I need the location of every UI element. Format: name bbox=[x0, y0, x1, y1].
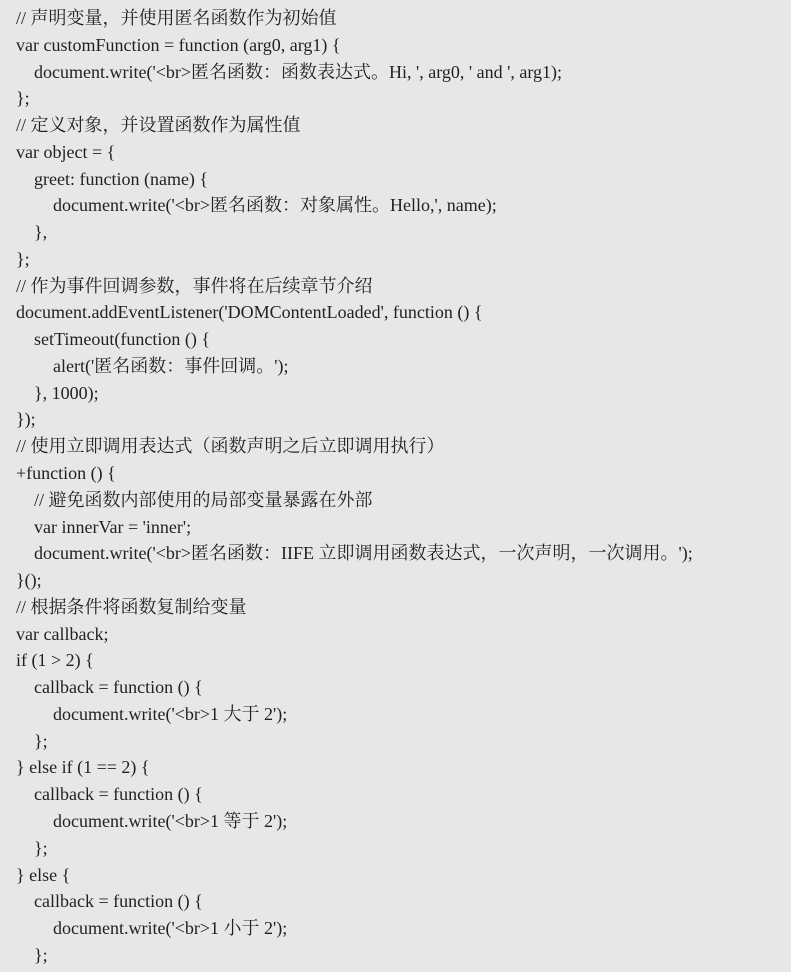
code-line: }; bbox=[16, 88, 30, 109]
code-line: greet: function (name) { bbox=[34, 168, 209, 189]
code-line: alert('匿名函数：事件回调。'); bbox=[53, 355, 289, 376]
code-line: }; bbox=[34, 730, 48, 751]
code-line: }); bbox=[16, 409, 36, 430]
code-comment-line: // 根据条件将函数复制给变量 bbox=[16, 596, 247, 617]
code-line: document.write('<br>匿名函数：对象属性。Hello,', name); bbox=[53, 195, 497, 216]
code-line: setTimeout(function () { bbox=[34, 329, 210, 350]
code-line: document.write('<br>1 等于 2'); bbox=[53, 810, 288, 831]
code-comment-line: // 使用立即调用表达式（函数声明之后立即调用执行） bbox=[16, 436, 445, 457]
code-line: document.write('<br>1 大于 2'); bbox=[53, 703, 288, 724]
code-line: }, 1000); bbox=[34, 382, 99, 403]
code-line: callback = function () { bbox=[34, 891, 203, 912]
code-line: document.addEventListener('DOMContentLoaded', function () { bbox=[16, 302, 483, 323]
code-line: var innerVar = 'inner'; bbox=[34, 516, 192, 537]
code-line: } else { bbox=[16, 864, 71, 885]
code-line: }; bbox=[34, 944, 48, 965]
code-line: var object = { bbox=[16, 141, 116, 162]
code-line: } else if (1 == 2) { bbox=[16, 757, 150, 778]
code-line: var callback; bbox=[16, 623, 109, 644]
code-line: }(); bbox=[16, 570, 42, 591]
code-line: document.write('<br>匿名函数：IIFE 立即调用函数表达式，一次声明，一次调用。'); bbox=[34, 543, 693, 564]
code-comment-line: // 避免函数内部使用的局部变量暴露在外部 bbox=[34, 489, 373, 510]
code-line: if (1 > 2) { bbox=[16, 650, 94, 671]
code-comment-line: // 声明变量，并使用匿名函数作为初始值 bbox=[16, 8, 337, 28]
code-comment-line: // 作为事件回调参数，事件将在后续章节介绍 bbox=[16, 275, 373, 296]
code-comment-line: // 定义对象，并设置函数作为属性值 bbox=[16, 115, 301, 136]
code-line: var customFunction = function (arg0, arg1) { bbox=[16, 34, 341, 55]
code-line: callback = function () { bbox=[34, 677, 203, 698]
code-line: +function () { bbox=[16, 463, 116, 484]
code-line: }, bbox=[34, 222, 48, 243]
code-line: document.write('<br>匿名函数：函数表达式。Hi, ', arg0, ' and ', arg1); bbox=[34, 61, 563, 82]
code-line: document.write('<br>1 小于 2'); bbox=[53, 918, 288, 939]
code-line: }; bbox=[34, 837, 48, 858]
code-line: callback = function () { bbox=[34, 784, 203, 805]
code-line: }; bbox=[16, 248, 30, 269]
